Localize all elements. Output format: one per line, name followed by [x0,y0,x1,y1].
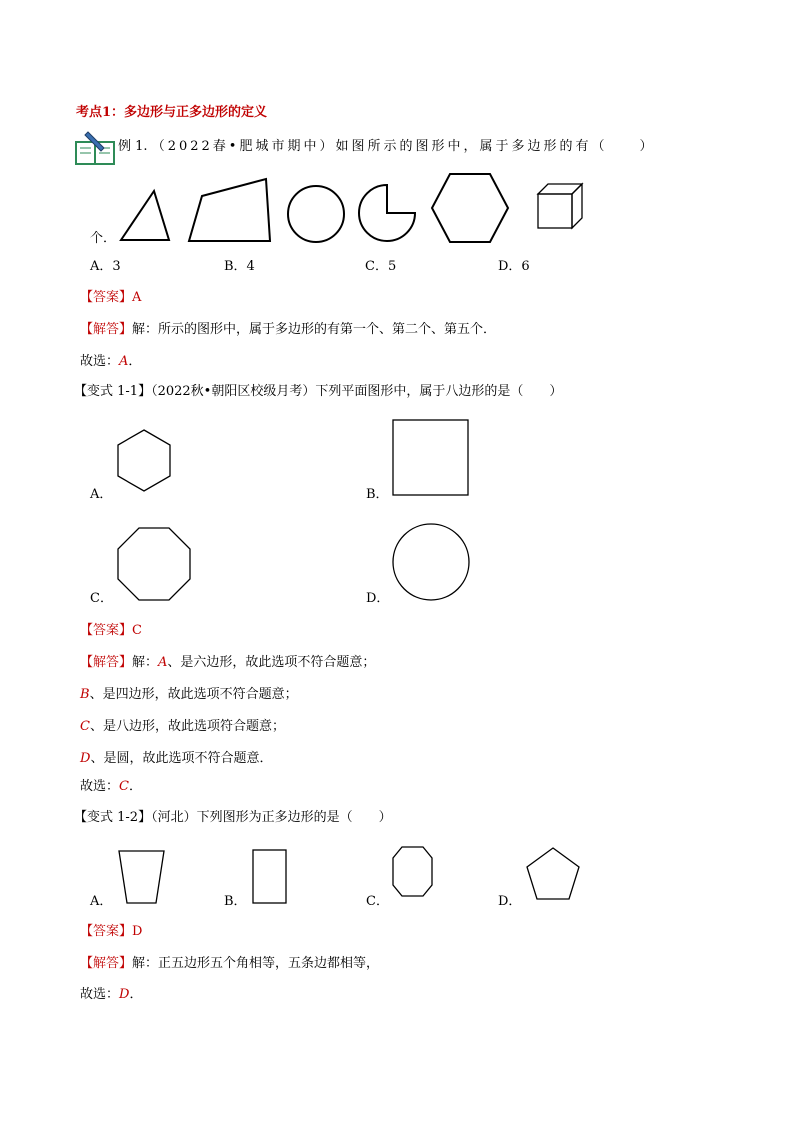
example-conclusion [80,353,141,371]
variant1-label: 【变式 1-1】 [74,384,152,399]
v1-conclusion-suffix: ． [128,779,142,794]
option-a: A．3 [90,259,121,274]
v1-answer-value: C [132,623,142,638]
v1-conclusion-prefix: 故选： [80,779,120,794]
variant2-question [74,809,392,827]
v2-answer-value: D [132,924,143,939]
v1-option-a: A． [90,487,113,502]
figure-v1-circle [392,523,472,603]
v1-line1-prefix: 解： [132,655,159,670]
v1-line2-var: B [80,687,90,702]
example-solution [80,321,496,339]
variant1-solution-line-4 [80,750,272,768]
option-b: B．4 [224,259,255,274]
v2-answer-label: 【答案】 [80,924,133,939]
answer-label: 【答案】 [80,290,133,305]
v1-solution-label: 【解答】 [80,655,133,670]
variant1-answer [80,622,142,640]
solution-label: 【解答】 [80,322,133,337]
figure-v1-square [392,419,470,497]
v1-conclusion-value: C [119,779,129,794]
variant1-question [74,383,562,401]
figure-v1-hexagon [117,428,173,494]
option-d: D．6 [498,259,530,274]
figure-v1-octagon [116,526,192,602]
v2-option-a: A． [90,894,113,909]
v1-line3-var: C [80,719,90,734]
variant1-solution-line-3 [80,718,285,736]
book-pencil-icon [74,130,118,166]
v1-answer-label: 【答案】 [80,623,133,638]
figure-cube [536,182,586,232]
conclusion-suffix: ． [128,354,142,369]
answer-value: A [132,290,142,305]
example-question [118,138,655,156]
v1-line2-text: 、是四边形，故此选项不符合题意； [89,687,298,702]
figure-v2-pentagon [526,846,582,902]
figure-circle [286,184,348,246]
v2-option-c: C． [366,894,389,909]
v1-line1-text: 、是六边形，故此选项不符合题意； [167,655,376,670]
figure-v2-trapezoid [118,850,166,905]
figure-v2-irregular-octagon [392,846,434,898]
figure-hexagon [430,172,510,244]
v2-conclusion-prefix: 故选： [80,987,120,1002]
variant2-answer [80,923,142,941]
variant2-solution [80,955,379,973]
variant1-solution-line-2 [80,686,298,704]
v2-solution-text: 解：正五边形五个角相等，五条边都相等， [132,956,380,971]
v1-line3-text: 、是八边形，故此选项符合题意； [89,719,285,734]
example-question-tail: 个． [90,231,117,246]
v1-option-d: D． [366,591,390,606]
example-question-text: （2022春•肥城市期中）如图所示的图形中，属于多边形的有（ ） [151,139,656,154]
v2-option-b: B． [224,894,247,909]
figure-v2-rectangle [252,849,288,905]
section-title: 考点1：多边形与正多边形的定义 [76,105,268,120]
variant2-label: 【变式 1-2】 [74,810,152,825]
conclusion-value: A [119,354,129,369]
variant2-conclusion [80,986,142,1004]
figure-triangle [118,188,172,244]
example-answer [80,289,141,307]
v1-option-c: C． [90,591,113,606]
v2-option-d: D． [498,894,522,909]
example-label: 例 1. [118,139,148,154]
variant1-conclusion [80,778,142,796]
v1-line4-var: D [80,751,91,766]
v2-solution-label: 【解答】 [80,956,133,971]
v2-conclusion-suffix: ． [129,987,143,1002]
v1-line1-var: A [158,655,168,670]
figure-quadrilateral [186,176,272,244]
v1-line4-text: 、是圆，故此选项不符合题意． [90,751,273,766]
v1-option-b: B． [366,487,389,502]
v2-conclusion-value: D [119,987,130,1002]
variant2-question-text: （河北）下列图形为正多边形的是（ ） [151,810,392,825]
solution-text: 解：所示的图形中，属于多边形的有第一个、第二个、第五个． [132,322,497,337]
variant1-question-text: （2022秋•朝阳区校级月考）下列平面图形中，属于八边形的是（ ） [151,384,563,399]
conclusion-prefix: 故选： [80,354,120,369]
option-c: C．5 [365,259,397,274]
variant1-solution-line-1 [80,654,375,672]
figure-pacman [356,182,418,246]
